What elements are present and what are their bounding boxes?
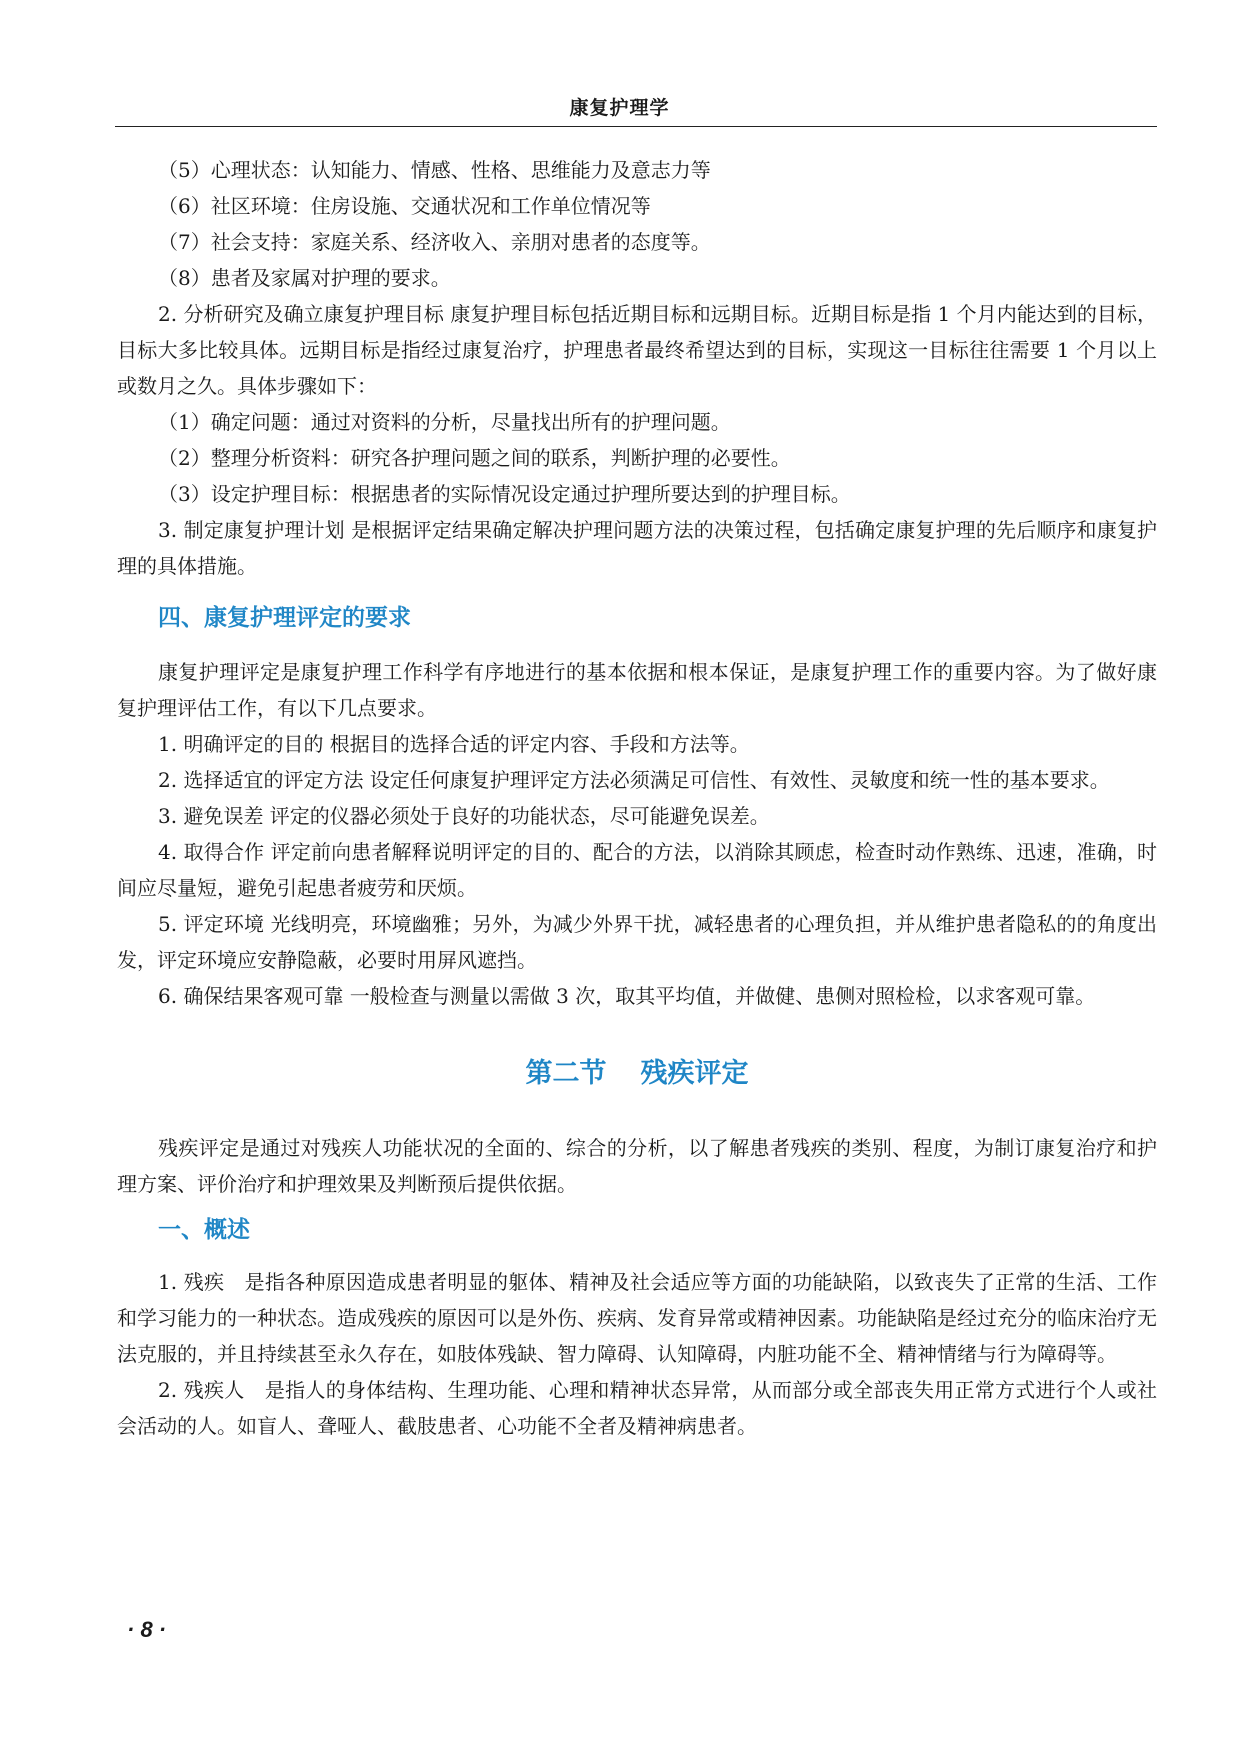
paragraph-step-2: 2. 分析研究及确立康复护理目标 康复护理目标包括近期目标和远期目标。近期目标是指 1 个月内能达到的目标，目标大多比较具体。远期目标是指经过康复治疗，护理患者最终希望达到的目标，实现这一目标往往需要 1 个月以上或数月之久。具体步骤如下： [117,302,1157,398]
list-item: （2）整理分析资料：研究各护理问题之间的联系，判断护理的必要性。 [158,446,791,470]
section-4-intro: 康复护理评定是康复护理工作科学有序地进行的基本依据和根本保证，是康复护理工作的重要内容。为了做好康复护理评估工作，有以下几点要求。 [117,660,1157,720]
chapter-title: 残疾评定 [640,1058,749,1089]
chapter-heading [117,1054,1157,1094]
list-item: （8）患者及家属对护理的要求。 [158,266,451,290]
page-number: · 8 · [127,1617,167,1642]
paragraph-step-3: 3. 制定康复护理计划 是根据评定结果确定解决护理问题方法的决策过程，包括确定康复护理的先后顺序和康复护理的具体措施。 [117,518,1157,578]
section-heading-4: 四、康复护理评定的要求 [158,605,411,631]
list-item: 2. 选择适宜的评定方法 设定任何康复护理评定方法必须满足可信性、有效性、灵敏度和统一性的基本要求。 [158,768,1110,792]
list-item: （7）社会支持：家庭关系、经济收入、亲朋对患者的态度等。 [158,230,711,254]
list-item: 1. 残疾 是指各种原因造成患者明显的躯体、精神及社会适应等方面的功能缺陷，以致丧失了正常的生活、工作和学习能力的一种状态。造成残疾的原因可以是外伤、疾病、发育异常或精神因素。功能缺陷是经过充分的临床治疗无法克服的，并且持续甚至永久存在，如肢体残缺、智力障碍、认知障碍，内脏功能不全、精神情绪与行为障碍等。 [117,1270,1157,1366]
list-item: 2. 残疾人 是指人的身体结构、生理功能、心理和精神状态异常，从而部分或全部丧失用正常方式进行个人或社会活动的人。如盲人、聋哑人、截肢患者、心功能不全者及精神病患者。 [117,1378,1157,1438]
list-item: 4. 取得合作 评定前向患者解释说明评定的目的、配合的方法，以消除其顾虑，检查时动作熟练、迅速，准确，时间应尽量短，避免引起患者疲劳和厌烦。 [117,840,1157,900]
list-item: （3）设定护理目标：根据患者的实际情况设定通过护理所要达到的护理目标。 [158,482,851,506]
list-item: 6. 确保结果客观可靠 一般检查与测量以需做 3 次，取其平均值，并做健、患侧对照检检，以求客观可靠。 [158,984,1096,1008]
chapter-intro: 残疾评定是通过对残疾人功能状况的全面的、综合的分析，以了解患者残疾的类别、程度，为制订康复治疗和护理方案、评价治疗和护理效果及判断预后提供依据。 [117,1136,1157,1196]
list-item: 5. 评定环境 光线明亮，环境幽雅；另外，为减少外界干扰，减轻患者的心理负担，并从维护患者隐私的的角度出发，评定环境应安静隐蔽，必要时用屏风遮挡。 [117,912,1157,972]
chapter-label: 第二节 [525,1058,607,1089]
running-head-title: 康复护理学 [569,97,670,119]
list-item: 1. 明确评定的目的 根据目的选择合适的评定内容、手段和方法等。 [158,732,750,756]
list-item: （5）心理状态：认知能力、情感、性格、思维能力及意志力等 [158,158,711,182]
header-rule [115,126,1157,127]
page-body [117,152,1157,1444]
list-item: 3. 避免误差 评定的仪器必须处于良好的功能状态，尽可能避免误差。 [158,804,770,828]
list-item: （6）社区环境：住房设施、交通状况和工作单位情况等 [158,194,651,218]
section-heading-1: 一、概述 [158,1217,250,1243]
list-item: （1）确定问题：通过对资料的分析，尽量找出所有的护理问题。 [158,410,731,434]
